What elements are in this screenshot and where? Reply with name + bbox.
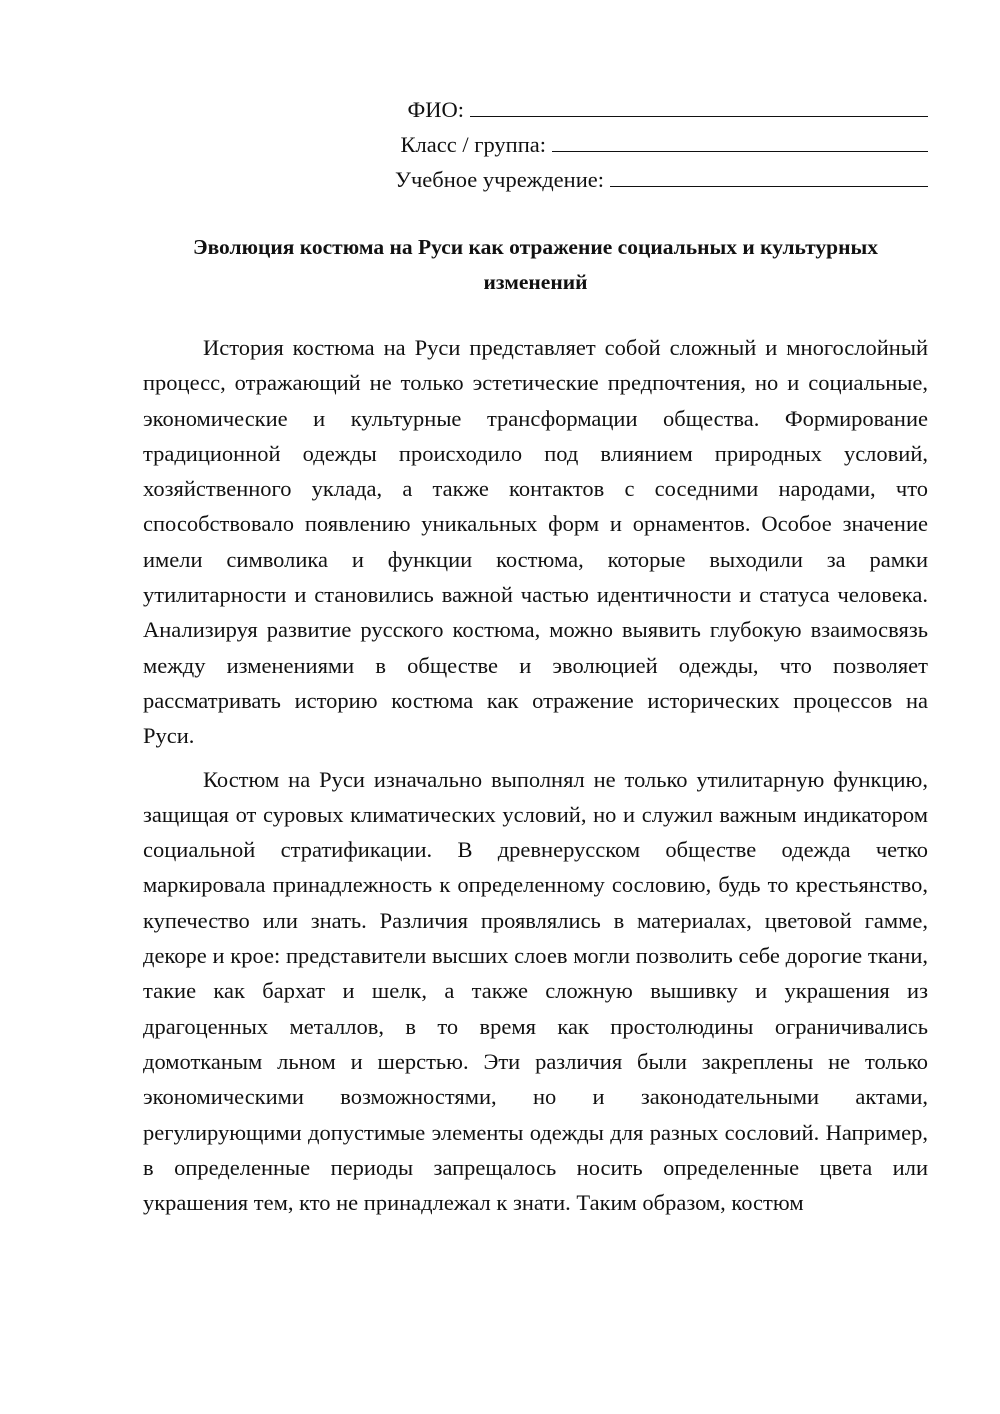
document-body — [143, 330, 928, 1228]
paragraph-2: Костюм на Руси изначально выполнял не только утилитарную функцию, защищая от суровых климатических условий, но и служил важным индикатором социальной стратификации. В древнерусском обществе одежда четко маркировала принадлежность к определенному сословию, будь то крестьянство, купечество или знать. Различия проявлялись в материалах, цветовой гамме, декоре и крое: представители высших слоев могли позволить себе дорогие ткани, такие как бархат и шелк, а также сложную вышивку и украшения из драгоценных металлов, в то время как простолюдины ограничивались домотканым льном и шерстью. Эти различия были закреплены не только экономическими возможностями, но и законодательными актами, регулирующими допустимые элементы одежды для разных сословий. Например, в определенные периоды запрещалось носить определенные цвета или украшения тем, кто не принадлежал к знати. Таким образом, костюм — [143, 766, 928, 1216]
paragraph-1: История костюма на Руси представляет собой сложный и многослойный процесс, отражающий не только эстетические предпочтения, но и социальные, экономические и культурные трансформации общества. Формирование традиционной одежды происходило под влиянием природных условий, хозяйственного уклада, а также контактов с соседними народами, что способствовало появлению уникальных форм и орнаментов. Особое значение имели символика и функции костюма, которые выходили за рамки утилитарности и становились важной частью идентичности и статуса человека. Анализируя развитие русского костюма, можно выявить глубокую взаимосвязь между изменениями в обществе и эволюцией одежды, что позволяет рассматривать историю костюма как отражение исторических процессов на Руси. — [143, 335, 928, 749]
field-class — [228, 127, 928, 162]
field-fio-label: ФИО: — [407, 97, 464, 122]
field-class-line[interactable] — [552, 129, 928, 152]
field-fio — [228, 92, 928, 127]
field-institution-label: Учебное учреждение: — [395, 167, 604, 192]
field-fio-line[interactable] — [470, 94, 928, 117]
header-fields — [228, 92, 928, 197]
field-institution-line[interactable] — [610, 164, 928, 187]
field-class-label: Класс / группа: — [400, 132, 546, 157]
document-title: Эволюция костюма на Руси как отражение социальных и культурных изменений — [193, 235, 878, 294]
field-institution — [228, 162, 928, 197]
